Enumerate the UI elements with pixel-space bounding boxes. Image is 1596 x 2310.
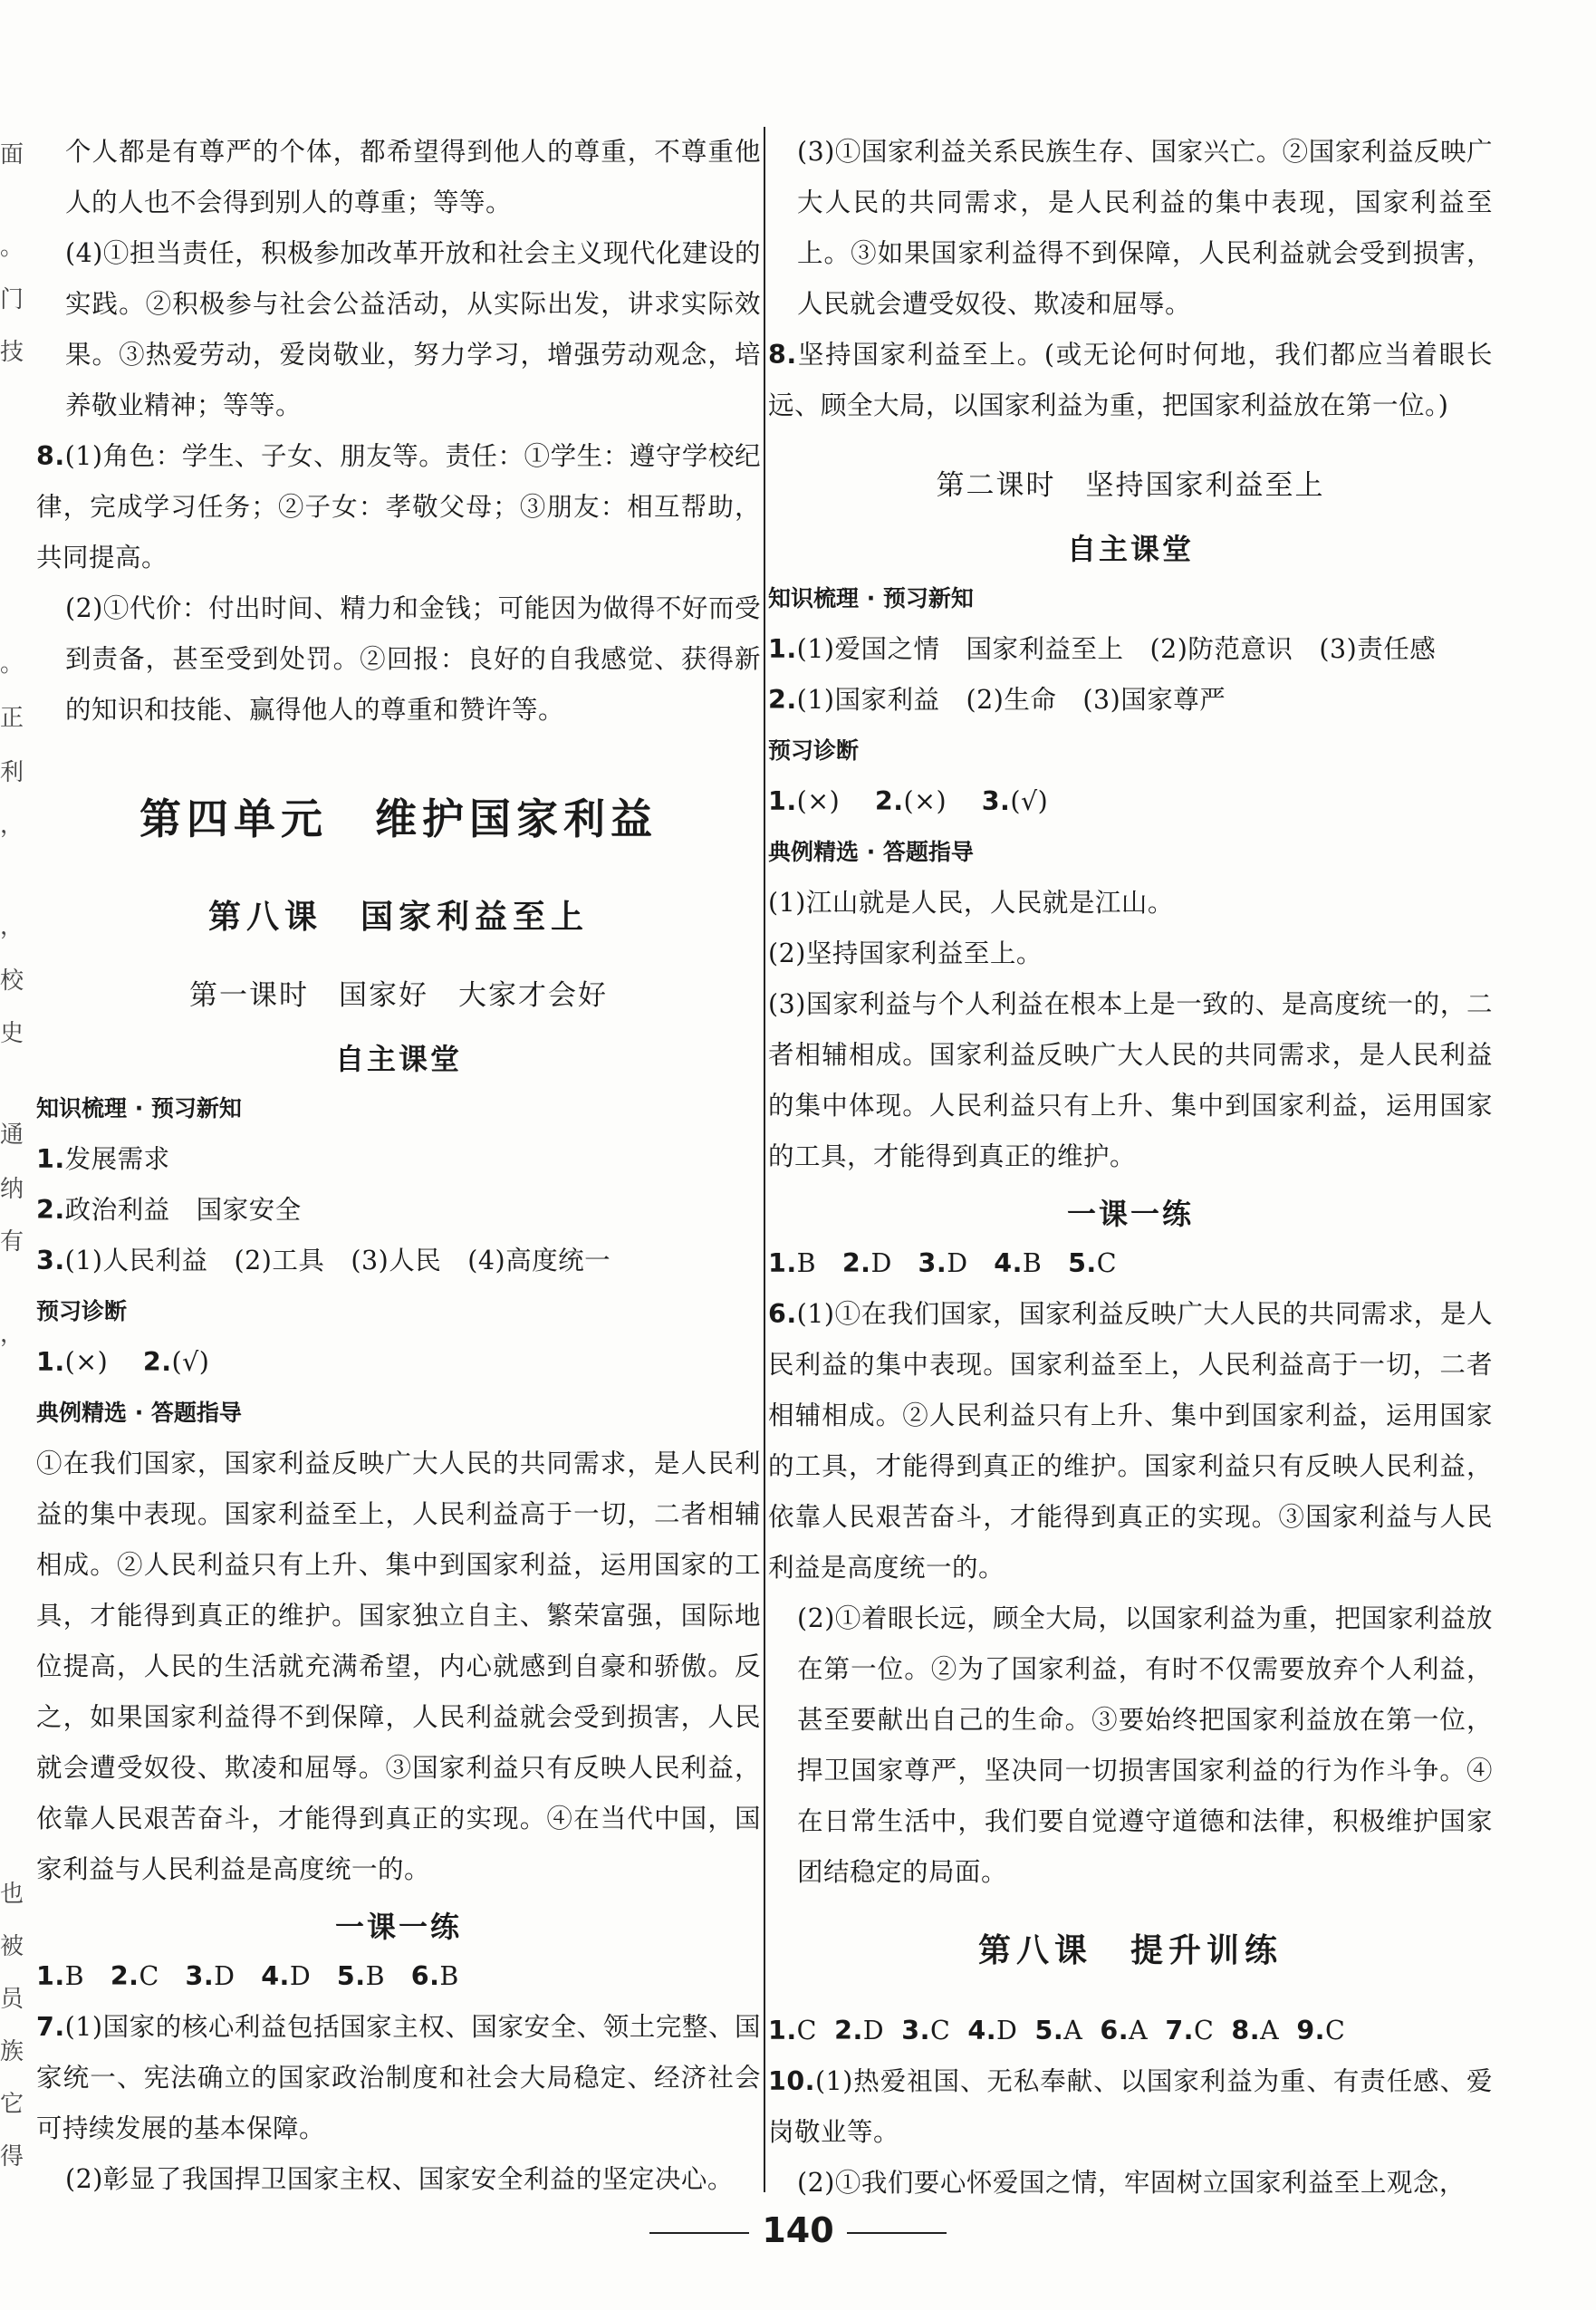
answer-text: (1)国家利益 (2)生命 (3)国家尊严	[796, 685, 1226, 715]
item-number: 2.	[874, 786, 904, 816]
item-number: 1.	[768, 2016, 797, 2045]
answer-text: (×)	[64, 1347, 135, 1377]
answer-text: 坚持国家利益至上。(或无论何时何地，我们都应当着眼长远、顾全大局，以国家利益为重，把国家利益放在第一位。)	[768, 340, 1493, 420]
answer-choice: B	[439, 1961, 459, 1991]
question-number: 10.	[768, 2066, 815, 2096]
question-number: 8.	[36, 441, 65, 471]
left-column	[36, 127, 761, 2205]
answer-text: (1)①在我们国家，国家利益反映广大人民的共同需求，是人民利益的集中表现。国家利益至上，人民利益高于一切，二者相辅相成。②人民利益只有上升、集中到国家利益，运用国家的工具，才能得到真正的维护。国家利益只有反映人民利益，依靠人民艰苦奋斗，才能得到真正的实现。③国家利益与人民利益是高度统一的。	[768, 1299, 1493, 1583]
edge-fragment: 被	[0, 1933, 24, 1960]
edge-fragment: 技	[0, 339, 24, 366]
unit-title: 第四单元 维护国家利益	[139, 794, 658, 843]
page-number-text: 140	[762, 2210, 834, 2250]
item-number: 6.	[410, 1961, 440, 1991]
paragraph: (3)国家利益与个人利益在根本上是一致的、是高度统一的，二者相辅相成。国家利益反映广大人民的共同需求，是人民利益的集中体现。人民利益只有上升、集中到国家利益，运用国家的工具，才能得到真正的维护。	[768, 989, 1493, 1171]
item-number: 5.	[1034, 2016, 1064, 2045]
paragraph: 个人都是有尊严的个体，都希望得到他人的尊重，不尊重他人的人也不会得到别人的尊重；等等。	[65, 137, 761, 217]
answer-choice: B	[64, 1961, 85, 1991]
subsection-label: 典例精选 · 答题指导	[36, 1400, 242, 1426]
answer-choice: C	[1193, 2016, 1215, 2045]
item-number: 9.	[1296, 2016, 1325, 2045]
edge-fragment: ，	[0, 812, 24, 839]
subsection-label: 预习诊断	[768, 737, 860, 764]
answer-choice: C	[139, 1961, 159, 1991]
item-number: 1.	[768, 1248, 797, 1278]
practice-title: 一课一练	[334, 1910, 462, 1944]
item-number: 2.	[841, 1248, 871, 1278]
question-number: 6.	[768, 1299, 797, 1329]
page-number	[0, 2210, 1596, 2250]
answer-row	[768, 2006, 1493, 2056]
answer-text: (1)国家的核心利益包括国家主权、国家安全、领土完整、国家统一、宪法确立的国家政治制度和社会大局稳定、经济社会可持续发展的基本保障。	[36, 2012, 761, 2143]
answer-text: (1)角色：学生、子女、朋友等。责任：①学生：遵守学校纪律，完成学习任务；②子女：孝敬父母；③朋友：相互帮助，共同提高。	[36, 441, 761, 573]
item-number: 2.	[834, 2016, 863, 2045]
answer-text: (1)爱国之情 国家利益至上 (2)防范意识 (3)责任感	[796, 634, 1437, 664]
paragraph: (2)彰显了我国捍卫国家主权、国家安全利益的坚定决心。	[65, 2164, 734, 2194]
question-number: 8.	[768, 340, 797, 370]
item-number: 2.	[36, 1195, 65, 1225]
item-number: 4.	[994, 1248, 1023, 1278]
edge-fragment: 有	[0, 1228, 24, 1256]
item-number: 1.	[36, 1144, 65, 1174]
item-number: 8.	[1231, 2016, 1261, 2045]
edge-fragment: 面	[0, 141, 24, 168]
answer-text: (1)人民利益 (2)工具 (3)人民 (4)高度统一	[64, 1246, 611, 1275]
paragraph: (4)①担当责任，积极参加改革开放和社会主义现代化建设的实践。②积极参与社会公益活动，从实际出发，讲求实际效果。③热爱劳动，爱岗敬业，努力学习，增强劳动观念，培养敬业精神；等等。	[65, 238, 761, 420]
page-number-rule-left	[649, 2232, 749, 2234]
item-number: 1.	[768, 634, 797, 664]
answer-text: 政治利益 国家安全	[64, 1195, 302, 1225]
section-title: 自主课堂	[334, 1042, 462, 1076]
answer-choice: C	[1324, 2016, 1346, 2045]
edge-fragment: 也	[0, 1881, 24, 1908]
edge-fragment: 员	[0, 1986, 24, 2013]
answer-choice: A	[1260, 2016, 1280, 2045]
edge-fragment: ，	[0, 1321, 24, 1348]
paragraph: (1)江山就是人民，人民就是江山。	[768, 888, 1174, 918]
item-number: 5.	[336, 1961, 366, 1991]
item-number: 2.	[110, 1961, 139, 1991]
period-title: 第一课时 国家好 大家才会好	[189, 979, 608, 1012]
item-number: 1.	[36, 1347, 65, 1377]
edge-fragment: 利	[0, 759, 24, 786]
answer-choice: D	[289, 1961, 312, 1991]
item-number: 3.	[981, 786, 1011, 816]
edge-fragments	[0, 127, 24, 2210]
item-number: 1.	[768, 786, 797, 816]
answer-text: 发展需求	[64, 1144, 170, 1174]
answer-choice: D	[947, 1248, 968, 1278]
answer-choice: C	[796, 2016, 817, 2045]
item-number: 3.	[901, 2016, 930, 2045]
answer-choice: B	[365, 1961, 386, 1991]
answer-text: (1)热爱祖国、无私奉献、以国家利益为重、有责任感、爱岗敬业等。	[768, 2066, 1493, 2147]
item-number: 3.	[918, 1248, 947, 1278]
answer-text: (√)	[1010, 786, 1049, 816]
subsection-label: 知识梳理 · 预习新知	[768, 585, 974, 611]
section-title: 自主课堂	[1066, 532, 1194, 566]
page-number-rule-right	[847, 2232, 947, 2234]
lesson-title: 第八课 国家利益至上	[207, 898, 589, 936]
right-column	[768, 127, 1493, 2209]
item-number: 3.	[185, 1961, 215, 1991]
item-number: 2.	[142, 1347, 172, 1377]
edge-fragment: 。	[0, 234, 24, 261]
answer-text: (√)	[171, 1347, 210, 1377]
paragraph: (2)坚持国家利益至上。	[768, 938, 1043, 968]
answer-text: (×)	[796, 786, 867, 816]
practice-title: 一课一练	[1066, 1197, 1194, 1231]
paragraph: (2)①我们要心怀爱国之情，牢固树立国家利益至上观念，	[797, 2168, 1466, 2198]
edge-fragment: 族	[0, 2038, 24, 2065]
paragraph: ①在我们国家，国家利益反映广大人民的共同需求，是人民利益的集中表现。国家利益至上，人民利益高于一切，二者相辅相成。②人民利益只有上升、集中到国家利益，运用国家的工具，才能得到真正的维护。国家独立自主、繁荣富强，国际地位提高，人民的生活就充满希望，内心就感到自豪和骄傲。反之，如果国家利益得不到保障，人民利益就会受到损害，人民就会遭受奴役、欺凌和屈辱。③国家利益只有反映人民利益，依靠人民艰苦奋斗，才能得到真正的实现。④在当代中国，国家利益与人民利益是高度统一的。	[36, 1449, 761, 1884]
edge-fragment: 纳	[0, 1176, 24, 1203]
paragraph: (2)①着眼长远，顾全大局，以国家利益为重，把国家利益放在第一位。②为了国家利益，有时不仅需要放弃个人利益，甚至要献出自己的生命。③要始终把国家利益放在第一位，捍卫国家尊严，坚决同一切损害国家利益的行为作斗争。④在日常生活中，我们要自觉遵守道德和法律，积极维护国家团结稳定的局面。	[797, 1603, 1493, 1887]
answer-choice: D	[870, 1248, 892, 1278]
edge-fragment: 它	[0, 2091, 24, 2118]
edge-fragment: 正	[0, 705, 24, 732]
item-number: 4.	[967, 2016, 997, 2045]
item-number: 6.	[1100, 2016, 1130, 2045]
answer-choice: B	[1022, 1248, 1043, 1278]
subsection-label: 预习诊断	[36, 1298, 128, 1324]
answer-choice: D	[862, 2016, 885, 2045]
period-title: 第二课时 坚持国家利益至上	[936, 469, 1325, 502]
edge-fragment: 门	[0, 286, 24, 313]
answer-choice: B	[796, 1248, 817, 1278]
item-number: 3.	[36, 1246, 65, 1275]
lesson-title: 第八课 提升训练	[977, 1931, 1283, 1969]
edge-fragment: 通	[0, 1121, 24, 1149]
item-number: 5.	[1068, 1248, 1097, 1278]
question-number: 7.	[36, 2012, 65, 2042]
paragraph: (3)①国家利益关系民族生存、国家兴亡。②国家利益反映广大人民的共同需求，是人民利益的集中表现，国家利益至上。③如果国家利益得不到保障，人民利益就会受到损害，人民就会遭受奴役、欺凌和屈辱。	[797, 137, 1493, 319]
edge-fragment: ，	[0, 913, 24, 940]
answer-choice: A	[1129, 2016, 1149, 2045]
answer-choice: D	[996, 2016, 1018, 2045]
column-divider	[764, 127, 765, 2192]
answer-row	[768, 1238, 1493, 1289]
item-number: 1.	[36, 1961, 65, 1991]
item-number: 7.	[1165, 2016, 1194, 2045]
edge-fragment: 校	[0, 967, 24, 995]
subsection-label: 典例精选 · 答题指导	[768, 839, 974, 865]
answer-choice: A	[1063, 2016, 1083, 2045]
answer-row	[36, 1951, 761, 2002]
answer-choice: C	[1096, 1248, 1118, 1278]
paragraph: (2)①代价：付出时间、精力和金钱；可能因为做得不好而受到责备，甚至受到处罚。②回报：良好的自我感觉、获得新的知识和技能、赢得他人的尊重和赞许等。	[65, 593, 761, 725]
edge-fragment: 得	[0, 2143, 24, 2170]
answer-text: (×)	[903, 786, 974, 816]
subsection-label: 知识梳理 · 预习新知	[36, 1095, 242, 1121]
edge-fragment: 史	[0, 1020, 24, 1047]
edge-fragment: 。	[0, 650, 24, 678]
answer-choice: D	[214, 1961, 236, 1991]
item-number: 2.	[768, 685, 797, 715]
item-number: 4.	[261, 1961, 290, 1991]
answer-choice: C	[929, 2016, 951, 2045]
